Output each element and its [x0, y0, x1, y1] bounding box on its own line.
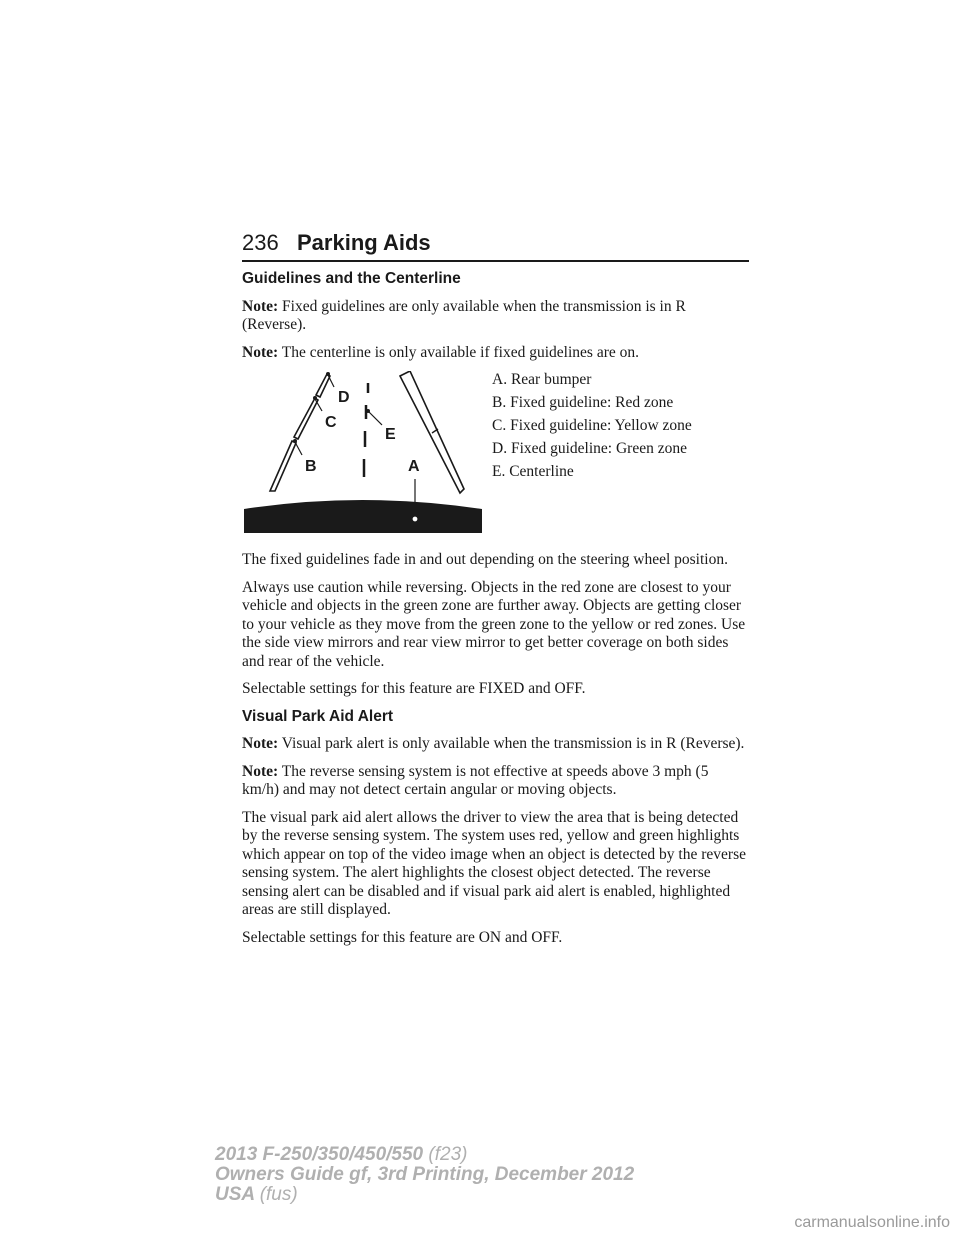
rear-camera-guidelines-illustration [242, 371, 487, 533]
left-guideline-yellow [294, 398, 318, 439]
site-watermark: carmanualsonline.info [794, 1214, 950, 1231]
footer-model: 2013 F-250/350/450/550 [215, 1144, 424, 1165]
footer-market-code: (fus) [259, 1184, 298, 1205]
callout-dot-d [326, 372, 330, 376]
visual-park-note-1 [242, 735, 749, 754]
callout-leader-b [295, 442, 302, 455]
rear-bumper-shape [244, 500, 482, 533]
note-label: Note: [242, 343, 279, 361]
note-text: Visual park alert is only available when the transmission is in R (Reverse). [281, 735, 745, 752]
page-footer [215, 1145, 634, 1205]
note-text: The reverse sensing system is not effective at speeds above 3 mph (5 km/h) and may not detect certain angular or moving objects. [242, 762, 709, 798]
callout-dot-c [313, 396, 317, 400]
visual-park-heading: Visual Park Aid Alert [242, 707, 394, 725]
guidelines-paragraph-1: The fixed guidelines fade in and out depending on the steering wheel position. [242, 551, 728, 568]
footer-market: USA [215, 1184, 255, 1205]
section-title: Parking Aids [297, 230, 431, 255]
callout-label-b: B [305, 458, 317, 475]
note-label: Note: [242, 762, 279, 780]
legend-item: D. Fixed guideline: Green zone [492, 440, 687, 457]
left-guideline-red [270, 441, 296, 491]
visual-park-paragraph-2: Selectable settings for this feature are ON and OFF. [242, 928, 563, 946]
callout-label-e: E [385, 426, 396, 443]
legend-item: B. Fixed guideline: Red zone [492, 394, 674, 411]
legend-item: C. Fixed guideline: Yellow zone [492, 417, 692, 434]
callout-label-a: A [408, 458, 420, 475]
footer-line-1 [215, 1145, 634, 1165]
callout-dot-e [366, 409, 370, 413]
callout-dot-b [293, 439, 297, 443]
note-text: Fixed guidelines are only available when the transmission is in R (Reverse). [242, 297, 686, 333]
guidelines-note-2 [242, 344, 749, 363]
callout-leader-d [328, 375, 334, 387]
guidelines-paragraph-2: Always use caution while reversing. Objects in the red zone are closest to your vehicle and objects in the green zone are further away. Objects are getting closer to your vehicle as they move from the green zone to the yellow or red zones. Use the side view mirrors and rear view mirror to get better coverage on both sides and rear of the vehicle. [242, 578, 746, 670]
visual-park-paragraph-1: The visual park aid alert allows the driver to view the area that is being detected by the reverse sensing system. The system uses red, yellow and green highlights which appear on top of the video image when an object is detected by the reverse sensing system. The alert highlights the closest object detected. The reverse sensing alert can be disabled and if visual park aid alert is enabled, highlighted areas are still displayed. [242, 808, 746, 918]
figure-legend [492, 371, 692, 486]
visual-park-note-2 [242, 763, 749, 800]
legend-item: A. Rear bumper [492, 371, 592, 388]
page-number: 236 [242, 230, 279, 255]
note-label: Note: [242, 735, 279, 752]
callout-label-c: C [325, 414, 337, 431]
footer-line-2: Owners Guide gf, 3rd Printing, December 2012 [215, 1164, 635, 1185]
legend-item: E. Centerline [492, 463, 574, 480]
note-label: Note: [242, 297, 279, 315]
page-header [242, 230, 749, 262]
callout-label-d: D [338, 389, 350, 406]
callout-dot-a [412, 516, 418, 522]
left-guideline-green [316, 374, 330, 397]
callout-leader-e [368, 411, 382, 425]
footer-line-3 [215, 1185, 634, 1205]
footer-model-code: (f23) [428, 1144, 468, 1165]
guidelines-figure-row [242, 371, 749, 541]
guidelines-heading: Guidelines and the Centerline [242, 270, 461, 287]
guidelines-paragraph-3: Selectable settings for this feature are FIXED and OFF. [242, 680, 586, 697]
note-text: The centerline is only available if fixed guidelines are on. [281, 343, 639, 361]
guidelines-note-1 [242, 298, 749, 335]
page-content [242, 270, 749, 956]
